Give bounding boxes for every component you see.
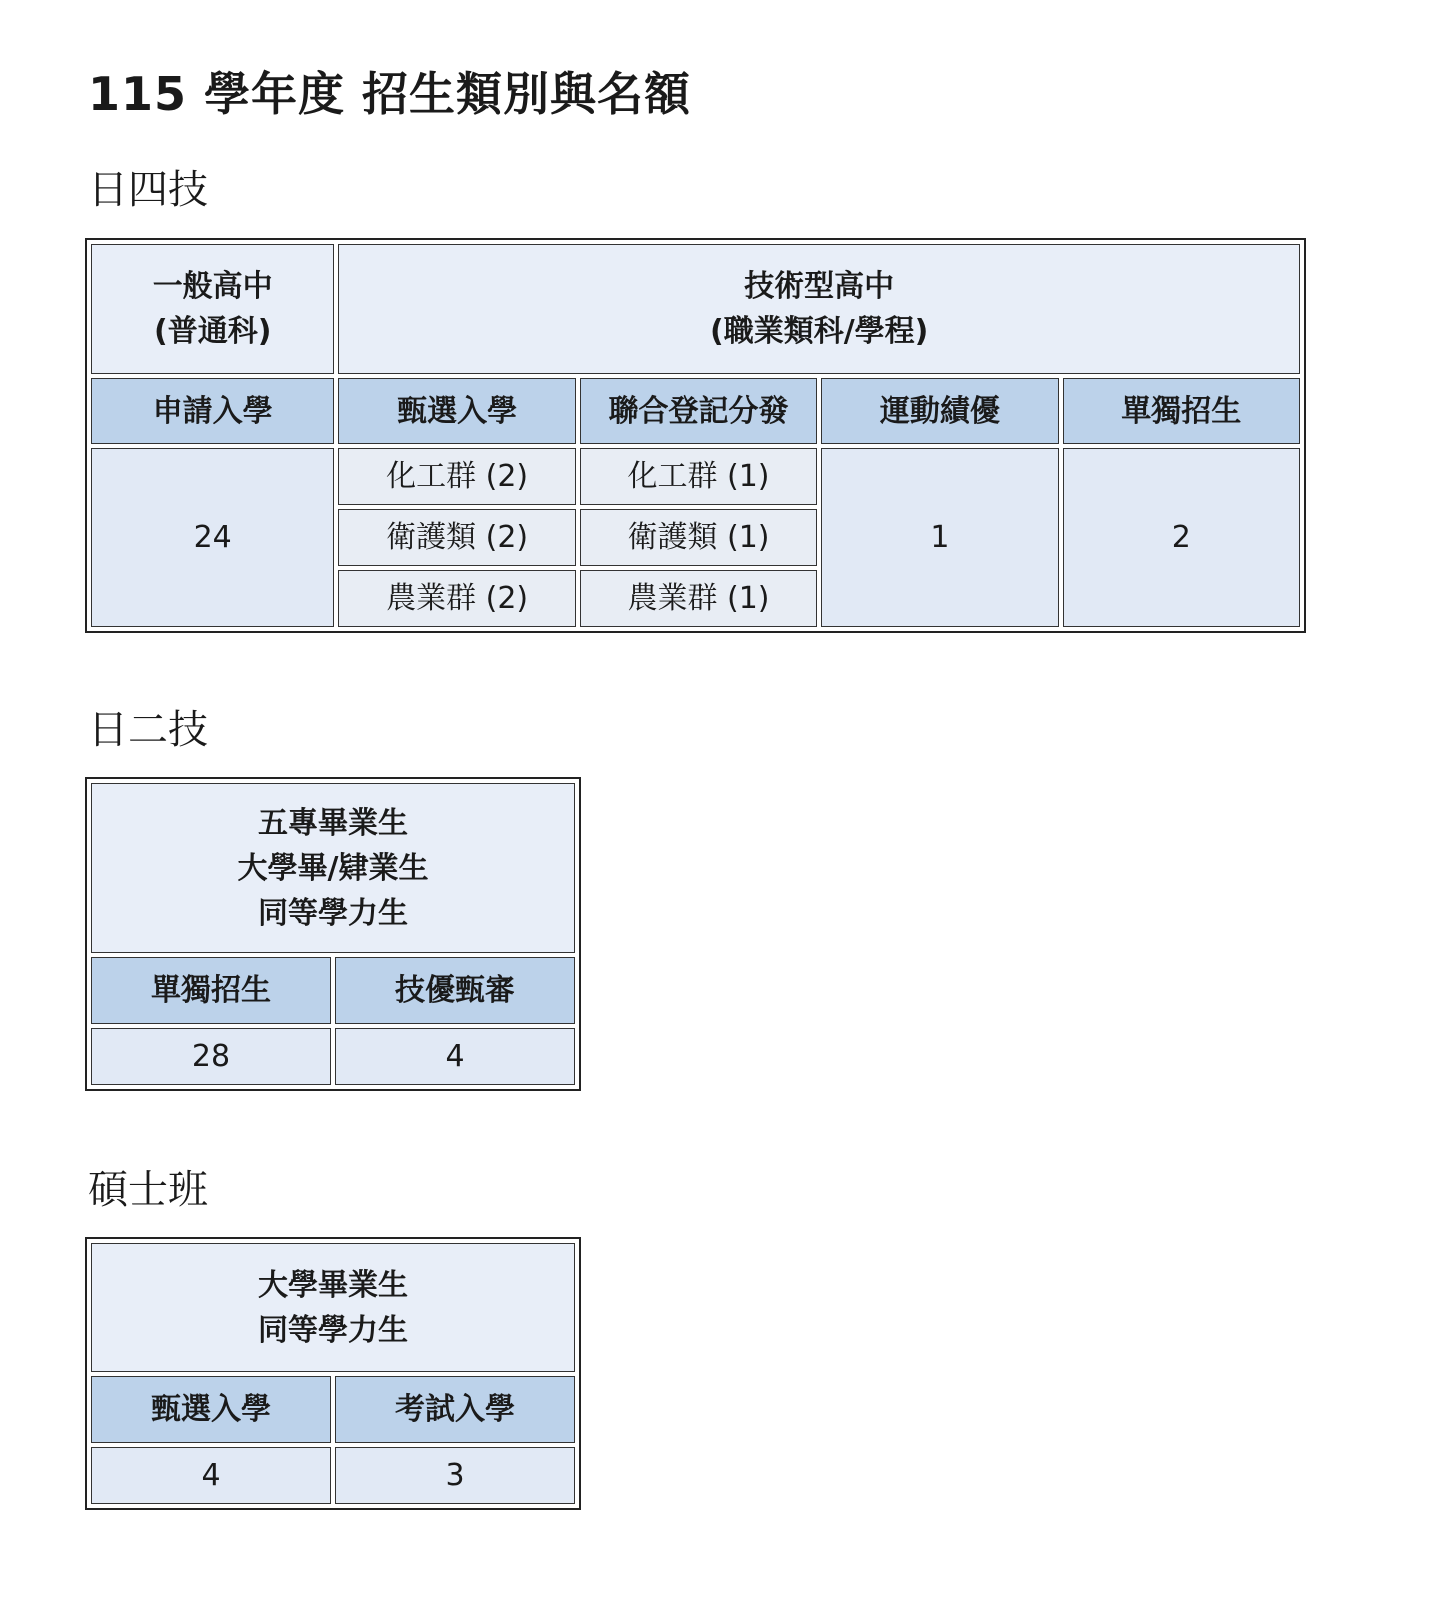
master-eligibility-header (91, 1243, 575, 1372)
selection-item: 農業群 (2) (338, 570, 575, 627)
column-header-selection: 甄選入學 (338, 378, 575, 444)
joint-allocation-item: 衛護類 (1) (580, 509, 817, 566)
column-header-exam: 考試入學 (335, 1376, 575, 1443)
section-heading-four-year: 日四技 (88, 167, 208, 213)
column-header-skill-review: 技優甄審 (335, 957, 575, 1024)
vocational-hs-sublabel: (職業類科/學程) (710, 314, 929, 349)
page-title: 115 學年度 招生類別與名額 (88, 67, 692, 121)
selection-quota-value: 4 (91, 1447, 331, 1504)
column-header-joint-allocation: 聯合登記分發 (580, 378, 817, 444)
column-header-apply: 申請入學 (91, 378, 334, 444)
joint-allocation-item: 農業群 (1) (580, 570, 817, 627)
eligibility-line: 五專畢業生 (258, 805, 408, 841)
column-header-independent: 單獨招生 (91, 957, 331, 1024)
two-year-quota-table (85, 777, 581, 1091)
general-hs-label: 一般高中 (152, 269, 273, 304)
independent-quota-value: 28 (91, 1028, 331, 1085)
column-header-sports: 運動績優 (821, 378, 1058, 444)
selection-item: 衛護類 (2) (338, 509, 575, 566)
joint-allocation-item: 化工群 (1) (580, 448, 817, 505)
general-hs-header (91, 244, 334, 374)
two-year-eligibility-header (91, 783, 575, 953)
eligibility-line: 大學畢/肄業生 (237, 850, 429, 886)
eligibility-line: 大學畢業生 (258, 1267, 408, 1303)
vocational-hs-header (338, 244, 1300, 374)
vocational-hs-label: 技術型高中 (744, 269, 895, 304)
eligibility-line: 同等學力生 (258, 1312, 408, 1348)
eligibility-line: 同等學力生 (258, 895, 408, 931)
column-header-independent: 單獨招生 (1063, 378, 1300, 444)
general-hs-sublabel: (普通科) (153, 314, 272, 349)
skill-review-quota-value: 4 (335, 1028, 575, 1085)
section-heading-master: 碩士班 (88, 1167, 208, 1213)
master-quota-table (85, 1237, 581, 1510)
column-header-selection: 甄選入學 (91, 1376, 331, 1443)
section-heading-two-year: 日二技 (88, 707, 208, 753)
sports-quota-value: 1 (821, 448, 1058, 627)
exam-quota-value: 3 (335, 1447, 575, 1504)
selection-item: 化工群 (2) (338, 448, 575, 505)
independent-quota-value: 2 (1063, 448, 1300, 627)
apply-quota-value: 24 (91, 448, 334, 627)
four-year-quota-table (85, 238, 1306, 633)
